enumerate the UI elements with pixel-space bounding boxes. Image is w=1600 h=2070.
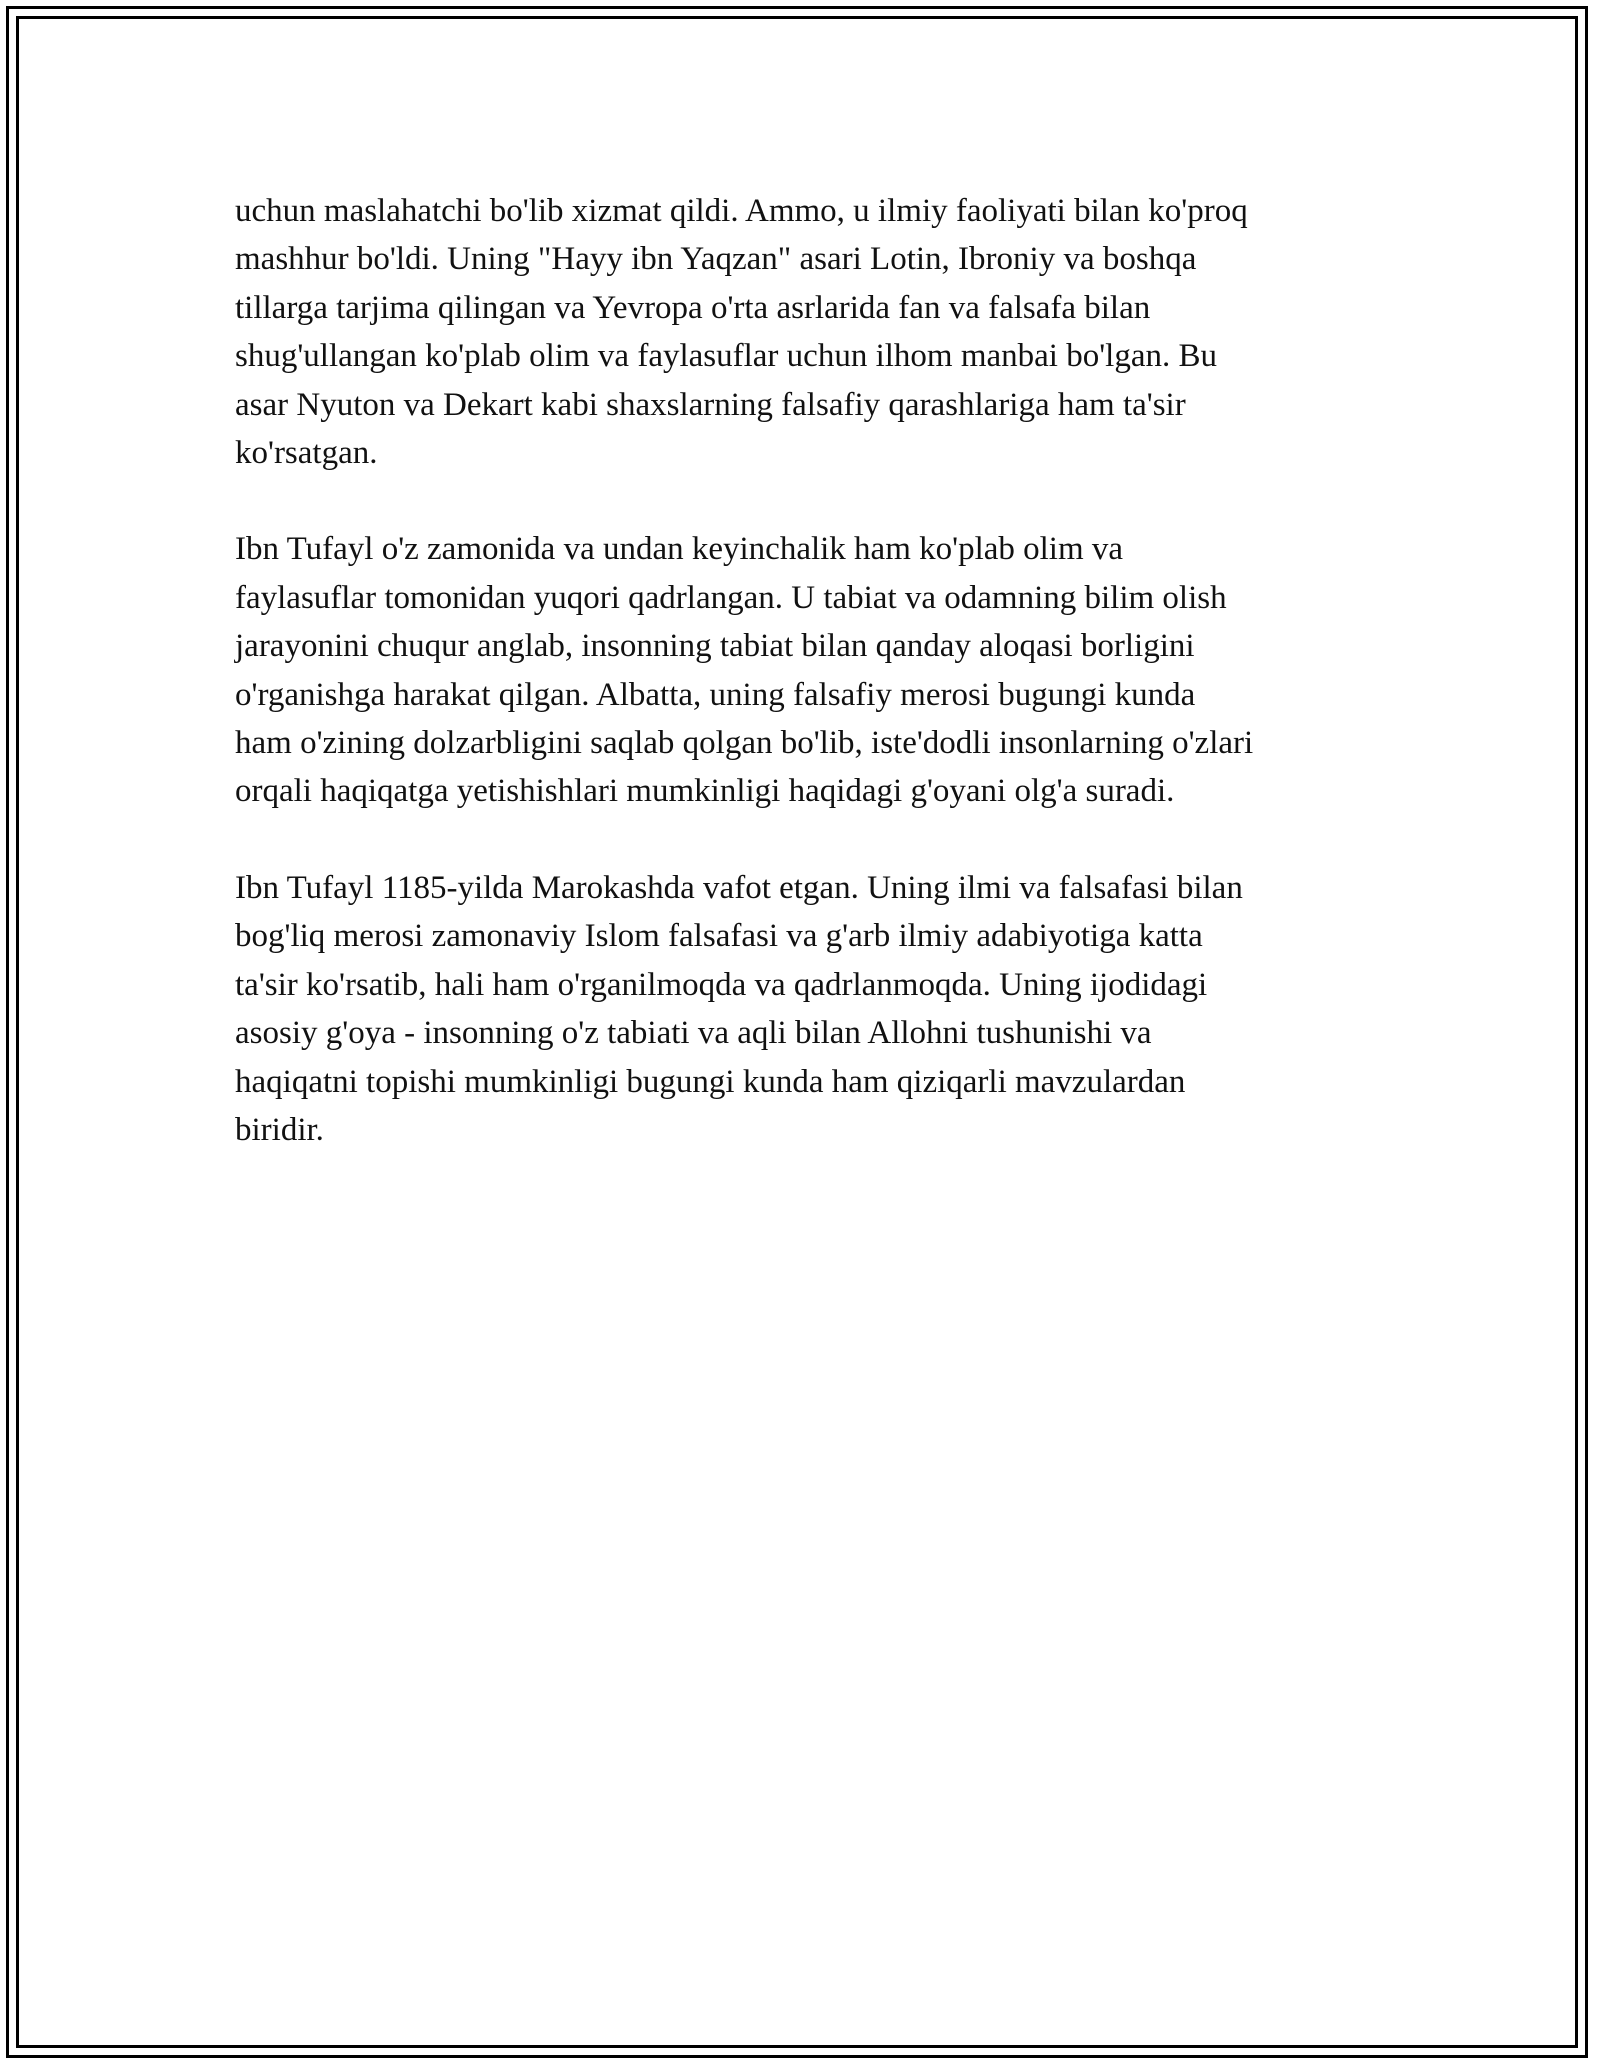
paragraph-2: Ibn Tufayl o'z zamonida va undan keyinchalik ham ko'plab olim va faylasuflar tomonidan yuqori qadrlangan. U tabiat va odamning bilim olish jarayonini chuqur anglab, insonning tabiat bilan qanday aloqasi borligini o'rganishga harakat qilgan. Albatta, uning falsafiy merosi bugungi kunda ham o'zining dolzarbligini saqlab qolgan bo'lib, iste'dodli insonlarning o'zlari orqali haqiqatga yetishishlari mumkinligi haqidagi g'oyani olg'a suradi. <box>235 531 1254 810</box>
paragraph-1: uchun maslahatchi bo'lib xizmat qildi. Ammo, u ilmiy faoliyati bilan ko'proq mashhur bo'ldi. Uning "Hayy ibn Yaqzan" asari Lotin, Ibroniy va boshqa tillarga tarjima qilingan va Yevropa o'rta asrlarida fan va falsafa bilan shug'ullangan ko'plab olim va faylasuflar uchun ilhom manbai bo'lgan. Bu asar Nyuton va Dekart kabi shaxslarning falsafiy qarashlariga ham ta'sir ko'rsatgan. <box>235 193 1248 472</box>
document-body <box>235 187 1380 1202</box>
paragraph-3: Ibn Tufayl 1185-yilda Marokashda vafot etgan. Uning ilmi va falsafasi bilan bog'liq merosi zamonaviy Islom falsafasi va g'arb ilmiy adabiyotiga katta ta'sir ko'rsatib, hali ham o'rganilmoqda va qadrlanmoqda. Uning ijodidagi asosiy g'oya - insonning o'z tabiati va aqli bilan Allohni tushunishi va haqiqatni topishi mumkinligi bugungi kunda ham qiziqarli mavzulardan biridir. <box>235 869 1243 1148</box>
